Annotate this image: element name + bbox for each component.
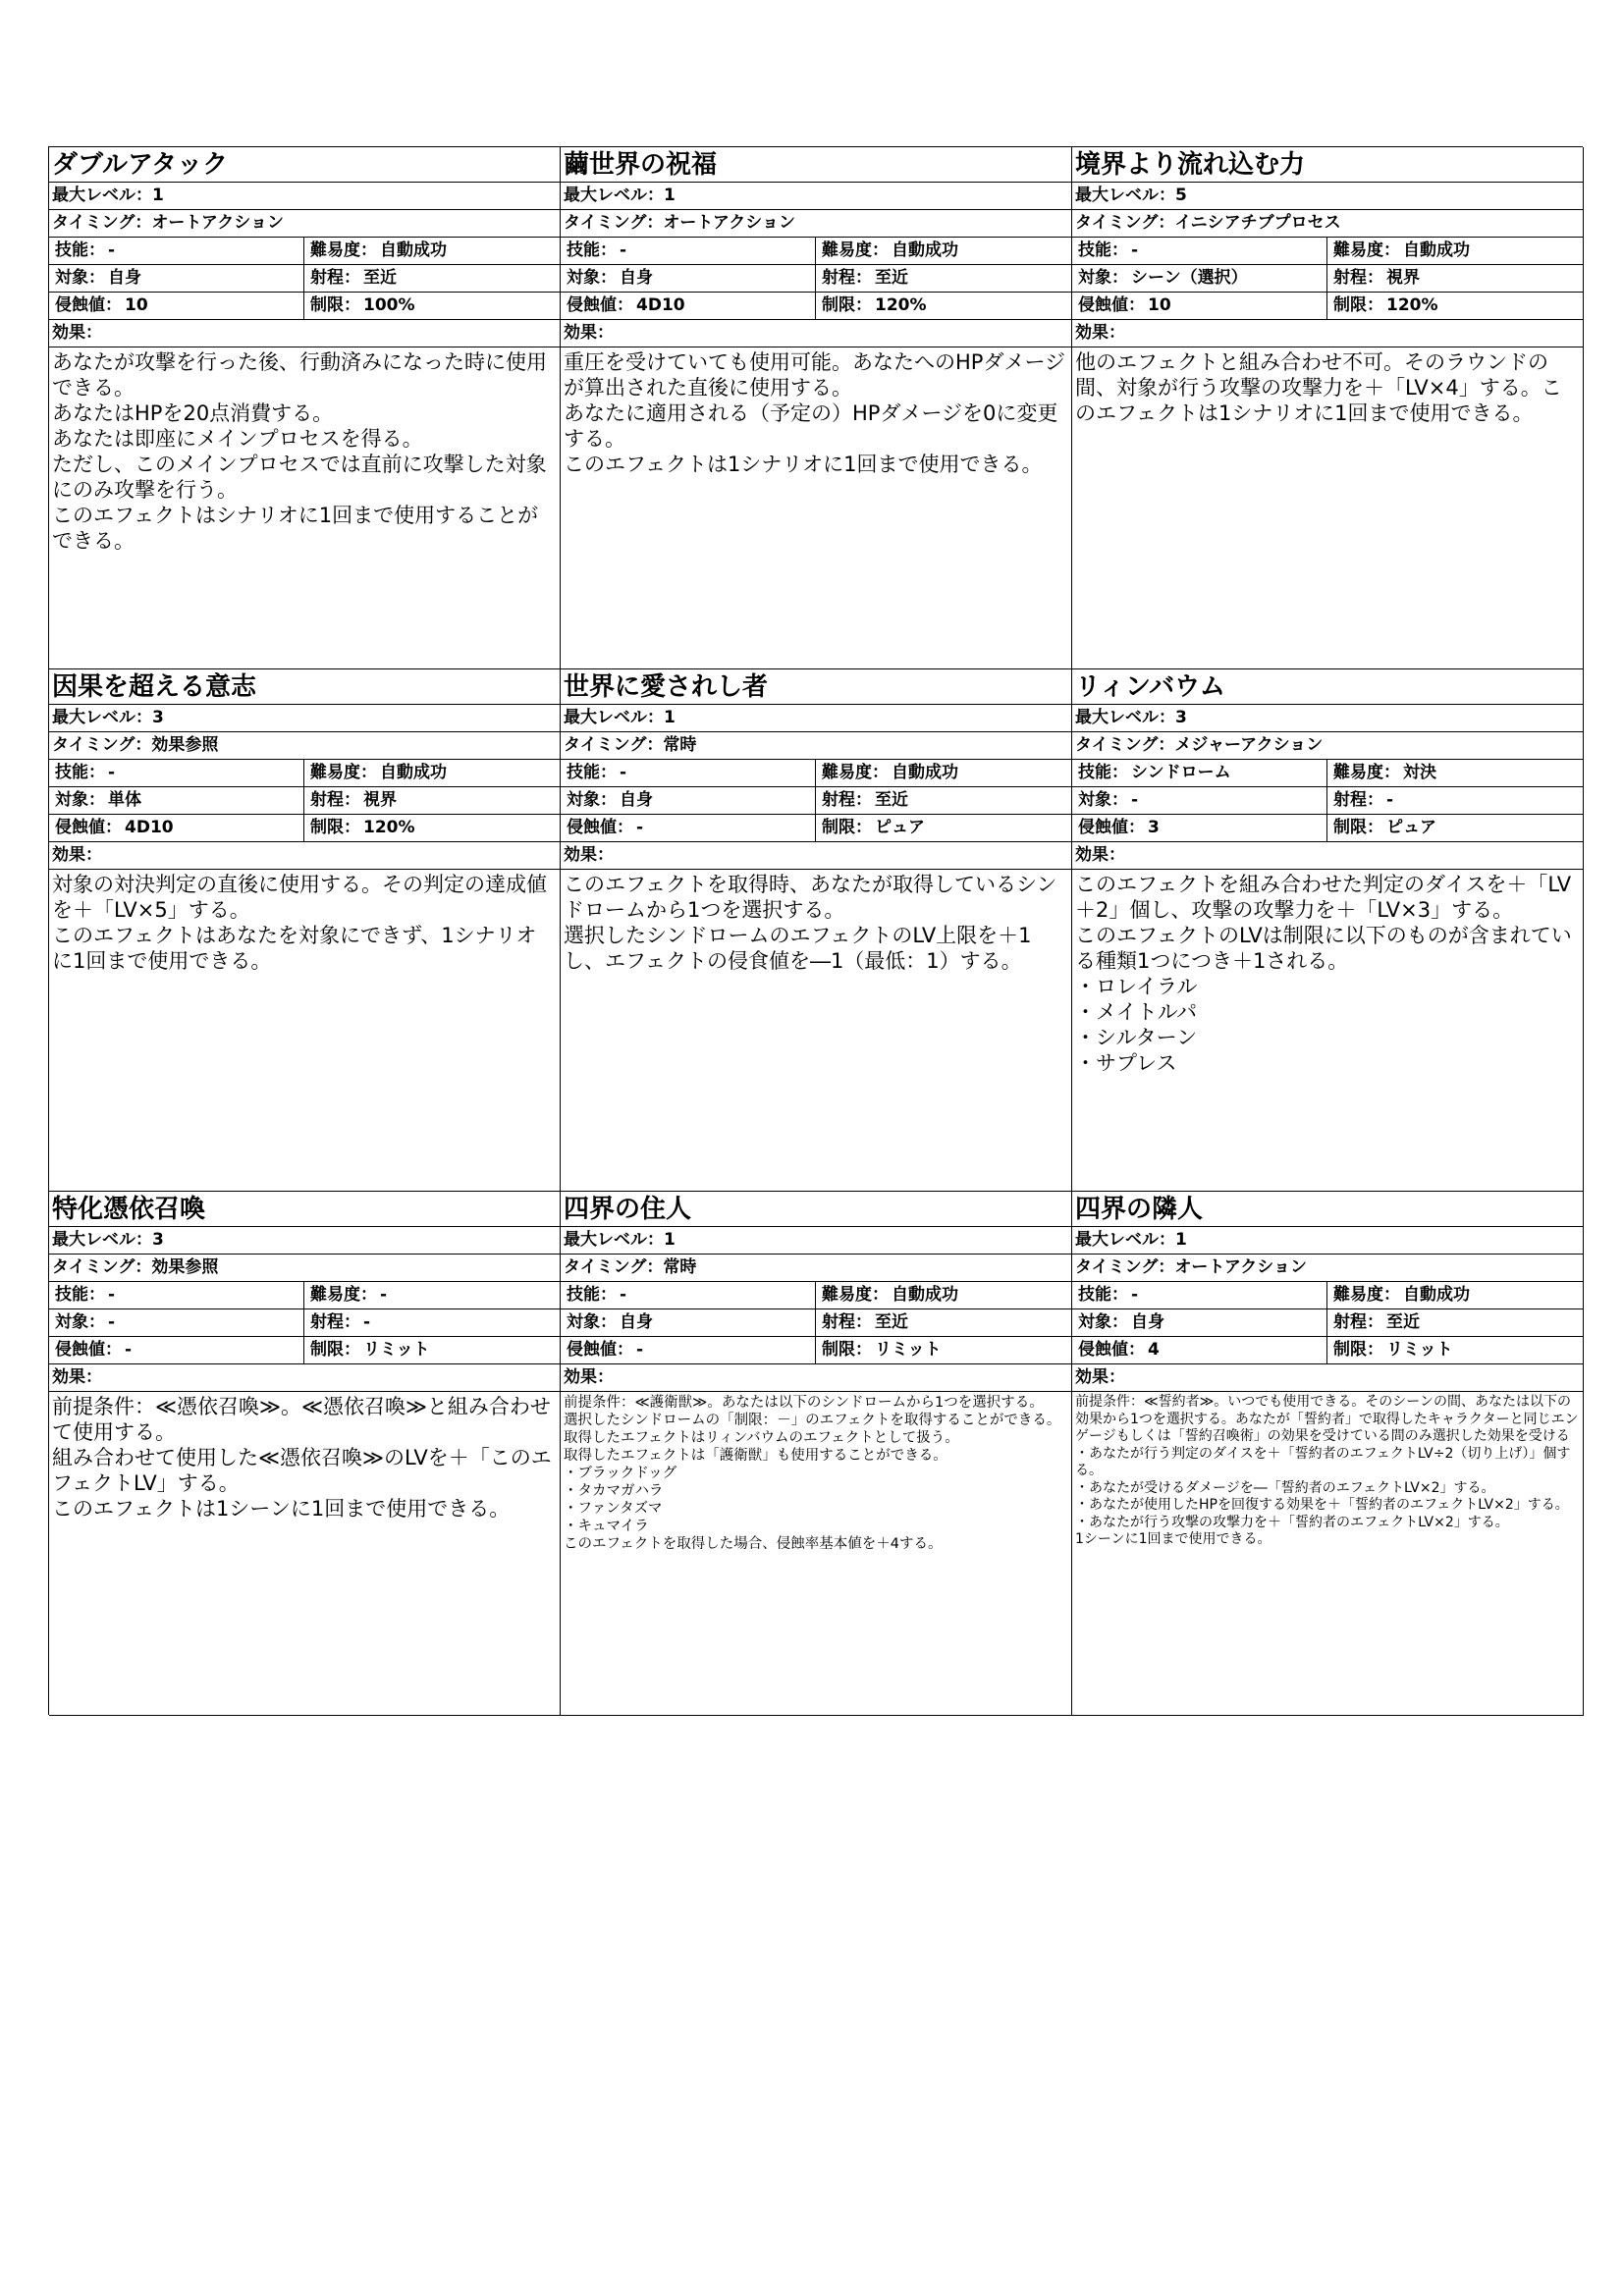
range-label: 射程： bbox=[1333, 268, 1383, 288]
range-value: 至近 bbox=[875, 790, 908, 810]
effect-name: 繭世界の祝福 bbox=[561, 147, 1071, 183]
skill-difficulty-row bbox=[561, 238, 1071, 265]
difficulty-label: 難易度： bbox=[310, 1285, 377, 1305]
effect-card bbox=[49, 669, 561, 1192]
range-label: 射程： bbox=[1333, 1312, 1383, 1332]
range-cell bbox=[1327, 1309, 1583, 1336]
effect-card bbox=[561, 1192, 1072, 1716]
range-value: 至近 bbox=[875, 268, 908, 288]
skill-cell bbox=[561, 238, 816, 264]
erosion-value: 4 bbox=[1148, 1340, 1160, 1360]
difficulty-cell bbox=[1327, 1282, 1583, 1308]
timing-value: オートアクション bbox=[1174, 1257, 1307, 1277]
limit-cell bbox=[304, 815, 560, 841]
timing-row bbox=[49, 1255, 560, 1282]
skill-cell bbox=[1072, 238, 1327, 264]
range-value: 至近 bbox=[1386, 1312, 1420, 1332]
timing-row bbox=[1072, 732, 1583, 760]
target-value: - bbox=[108, 1312, 116, 1332]
timing-label: タイミング： bbox=[564, 213, 664, 233]
limit-value: ピュア bbox=[1386, 818, 1436, 837]
target-value: 自身 bbox=[108, 268, 141, 288]
effect-label: 効果： bbox=[49, 1364, 560, 1392]
erosion-limit-row bbox=[561, 815, 1071, 842]
erosion-limit-row bbox=[1072, 293, 1583, 320]
max-level-label: 最大レベル： bbox=[564, 186, 664, 205]
erosion-label: 侵蝕値： bbox=[1078, 818, 1145, 837]
effect-name: ダブルアタック bbox=[49, 147, 560, 183]
erosion-limit-row bbox=[49, 815, 560, 842]
timing-value: 常時 bbox=[663, 735, 697, 755]
skill-label: 技能： bbox=[55, 763, 105, 782]
erosion-value: 3 bbox=[1148, 818, 1160, 837]
erosion-value: 4D10 bbox=[636, 295, 685, 315]
timing-row bbox=[1072, 1255, 1583, 1282]
target-cell bbox=[49, 1309, 304, 1336]
target-label: 対象： bbox=[1078, 268, 1128, 288]
skill-difficulty-row bbox=[49, 1282, 560, 1309]
target-label: 対象： bbox=[1078, 1312, 1128, 1332]
erosion-value: 4D10 bbox=[125, 818, 174, 837]
difficulty-cell bbox=[304, 1282, 560, 1308]
difficulty-cell bbox=[816, 238, 1071, 264]
max-level-row bbox=[1072, 705, 1583, 732]
effect-card-grid bbox=[48, 146, 1583, 1715]
target-cell bbox=[1072, 265, 1327, 292]
range-cell bbox=[816, 1309, 1071, 1336]
skill-cell bbox=[49, 760, 304, 786]
erosion-limit-row bbox=[1072, 1337, 1583, 1364]
erosion-label: 侵蝕値： bbox=[567, 1340, 633, 1360]
effect-description: 前提条件：≪誓約者≫。いつでも使用できる。そのシーンの間、あなたは以下の効果から1つを選択する。あなたが「誓約者」で取得したキャラクターと同じエンゲージもしくは「誓約召喚術」の効果を受けている間のみ選択した効果を受ける ・あなたが行う判定のダイスを＋「誓約者のエフェクトLV÷2（切り上げ）」個する。 ・あなたが受けるダメージを―「誓約者のエフェクトLV×2」する。 ・あなたが使用したHPを回復する効果を＋「誓約者のエフェクトLV×2」する。 ・あなたが行う攻撃の攻撃力を＋「誓約者のエフェクトLV×2」する。 1シーンに1回まで使用できる。 bbox=[1075, 1394, 1579, 1547]
limit-label: 制限： bbox=[310, 1340, 360, 1360]
skill-value: シンドローム bbox=[1131, 763, 1231, 782]
effect-card bbox=[561, 147, 1072, 669]
skill-difficulty-row bbox=[1072, 1282, 1583, 1309]
timing-label: タイミング： bbox=[52, 735, 152, 755]
limit-value: ピュア bbox=[875, 818, 925, 837]
skill-value: - bbox=[1131, 240, 1139, 260]
target-label: 対象： bbox=[567, 1312, 617, 1332]
effect-card bbox=[1072, 1192, 1584, 1716]
target-range-row bbox=[561, 1309, 1071, 1337]
erosion-cell bbox=[561, 293, 816, 319]
effect-description: 対象の対決判定の直後に使用する。その判定の達成値を＋「LV×5」する。 このエフェクトはあなたを対象にできず、1シナリオに1回まで使用できる。 bbox=[52, 873, 547, 973]
timing-row bbox=[561, 1255, 1071, 1282]
limit-value: リミット bbox=[1386, 1340, 1453, 1360]
skill-difficulty-row bbox=[561, 760, 1071, 787]
target-cell bbox=[49, 265, 304, 292]
max-level-value: 5 bbox=[1175, 186, 1187, 205]
skill-value: - bbox=[620, 763, 627, 782]
max-level-label: 最大レベル： bbox=[1075, 708, 1175, 727]
timing-row bbox=[49, 210, 560, 238]
range-label: 射程： bbox=[822, 1312, 872, 1332]
erosion-cell bbox=[1072, 815, 1327, 841]
erosion-limit-row bbox=[49, 293, 560, 320]
skill-cell bbox=[1072, 1282, 1327, 1308]
effect-card bbox=[1072, 669, 1584, 1192]
timing-row bbox=[1072, 210, 1583, 238]
difficulty-value: 対決 bbox=[1403, 763, 1436, 782]
target-value: - bbox=[1131, 790, 1139, 810]
range-label: 射程： bbox=[822, 268, 872, 288]
difficulty-label: 難易度： bbox=[822, 1285, 889, 1305]
erosion-cell bbox=[49, 1337, 304, 1363]
limit-value: 120% bbox=[875, 295, 927, 315]
erosion-value: 10 bbox=[125, 295, 148, 315]
effect-card bbox=[561, 669, 1072, 1192]
skill-cell bbox=[561, 760, 816, 786]
difficulty-value: 自動成功 bbox=[380, 240, 447, 260]
difficulty-value: 自動成功 bbox=[1403, 240, 1470, 260]
skill-label: 技能： bbox=[567, 763, 617, 782]
effect-description: このエフェクトを組み合わせた判定のダイスを＋「LV＋2」個し、攻撃の攻撃力を＋「LV×3」する。 このエフェクトのLVは制限に以下のものが含まれている種類1つにつき＋1される。 ・ロレイラル ・メイトルパ ・シルターン ・サプレス bbox=[1075, 873, 1572, 1075]
limit-label: 制限： bbox=[822, 818, 872, 837]
limit-label: 制限： bbox=[822, 1340, 872, 1360]
erosion-cell bbox=[561, 815, 816, 841]
effect-label: 効果： bbox=[1072, 320, 1583, 347]
timing-label: タイミング： bbox=[1075, 213, 1175, 233]
effect-description: 前提条件：≪護衛獣≫。あなたは以下のシンドロームから1つを選択する。 選択したシンドロームの「制限：－」のエフェクトを取得することができる。 取得したエフェクトはリィンバウムのエフェクトとして扱う。 取得したエフェクトは「護衛獣」も使用することができる。 ・ブラックドッグ ・タカマガハラ ・ファンタズマ ・キュマイラ このエフェクトを取得した場合、侵蝕率基本値を＋4する。 bbox=[564, 1395, 1061, 1552]
difficulty-label: 難易度： bbox=[822, 240, 889, 260]
max-level-label: 最大レベル： bbox=[564, 708, 664, 727]
timing-label: タイミング： bbox=[564, 1257, 664, 1277]
skill-difficulty-row bbox=[561, 1282, 1071, 1309]
range-cell bbox=[816, 265, 1071, 292]
difficulty-cell bbox=[1327, 238, 1583, 264]
effect-label: 効果： bbox=[49, 320, 560, 347]
range-cell bbox=[1327, 265, 1583, 292]
skill-value: - bbox=[108, 763, 116, 782]
max-level-value: 1 bbox=[152, 186, 164, 205]
limit-value: 120% bbox=[1386, 295, 1438, 315]
erosion-limit-row bbox=[561, 1337, 1071, 1364]
limit-cell bbox=[1327, 1337, 1583, 1363]
erosion-limit-row bbox=[561, 293, 1071, 320]
max-level-label: 最大レベル： bbox=[52, 186, 152, 205]
limit-value: リミット bbox=[875, 1340, 942, 1360]
erosion-cell bbox=[49, 815, 304, 841]
effect-name: 境界より流れ込む力 bbox=[1072, 147, 1583, 183]
erosion-value: 10 bbox=[1148, 295, 1171, 315]
effect-name: リィンバウム bbox=[1072, 669, 1583, 705]
max-level-value: 1 bbox=[664, 186, 676, 205]
range-value: - bbox=[1386, 790, 1394, 810]
skill-label: 技能： bbox=[567, 1285, 617, 1305]
erosion-label: 侵蝕値： bbox=[1078, 295, 1145, 315]
target-range-row bbox=[49, 265, 560, 293]
target-range-row bbox=[49, 787, 560, 815]
target-label: 対象： bbox=[55, 790, 105, 810]
timing-value: イニシアチブプロセス bbox=[1174, 213, 1341, 233]
target-label: 対象： bbox=[567, 268, 617, 288]
max-level-value: 1 bbox=[664, 1230, 676, 1250]
range-value: 視界 bbox=[1386, 268, 1420, 288]
range-label: 射程： bbox=[1333, 790, 1383, 810]
limit-cell bbox=[816, 293, 1071, 319]
effect-label: 効果： bbox=[561, 842, 1071, 870]
effect-description: 他のエフェクトと組み合わせ不可。そのラウンドの間、対象が行う攻撃の攻撃力を＋「LV×4」する。このエフェクトは1シナリオに1回まで使用できる。 bbox=[1075, 350, 1562, 425]
limit-label: 制限： bbox=[1333, 818, 1383, 837]
range-cell bbox=[816, 787, 1071, 814]
target-value: 自身 bbox=[620, 268, 653, 288]
effect-label: 効果： bbox=[1072, 1364, 1583, 1392]
timing-row bbox=[49, 732, 560, 760]
max-level-value: 3 bbox=[152, 708, 164, 727]
target-label: 対象： bbox=[1078, 790, 1128, 810]
max-level-label: 最大レベル： bbox=[564, 1230, 664, 1250]
timing-label: タイミング： bbox=[1075, 735, 1175, 755]
skill-label: 技能： bbox=[1078, 763, 1128, 782]
difficulty-value: - bbox=[380, 1285, 388, 1305]
erosion-limit-row bbox=[1072, 815, 1583, 842]
limit-cell bbox=[816, 1337, 1071, 1363]
limit-label: 制限： bbox=[310, 295, 360, 315]
target-range-row bbox=[1072, 265, 1583, 293]
erosion-cell bbox=[49, 293, 304, 319]
range-label: 射程： bbox=[310, 1312, 360, 1332]
skill-label: 技能： bbox=[1078, 240, 1128, 260]
skill-value: - bbox=[1131, 1285, 1139, 1305]
difficulty-cell bbox=[816, 1282, 1071, 1308]
max-level-row bbox=[1072, 1227, 1583, 1255]
range-cell bbox=[1327, 787, 1583, 814]
timing-value: 効果参照 bbox=[151, 1257, 219, 1277]
timing-value: オートアクション bbox=[151, 213, 284, 233]
timing-value: 常時 bbox=[663, 1257, 697, 1277]
difficulty-cell bbox=[304, 760, 560, 786]
range-cell bbox=[304, 265, 560, 292]
skill-difficulty-row bbox=[1072, 760, 1583, 787]
skill-value: - bbox=[620, 240, 627, 260]
max-level-label: 最大レベル： bbox=[1075, 1230, 1175, 1250]
effect-card bbox=[49, 1192, 561, 1716]
effect-description: このエフェクトを取得時、あなたが取得しているシンドロームから1つを選択する。 選択したシンドロームのエフェクトのLV上限を＋1し、エフェクトの侵食値を―1（最低：1）する。 bbox=[564, 873, 1057, 973]
target-value: 自身 bbox=[1131, 1312, 1164, 1332]
target-range-row bbox=[561, 787, 1071, 815]
timing-value: メジャーアクション bbox=[1174, 735, 1324, 755]
erosion-value: - bbox=[636, 818, 644, 837]
limit-label: 制限： bbox=[1333, 295, 1383, 315]
erosion-label: 侵蝕値： bbox=[567, 818, 633, 837]
max-level-value: 3 bbox=[152, 1230, 164, 1250]
target-range-row bbox=[1072, 1309, 1583, 1337]
limit-cell bbox=[816, 815, 1071, 841]
effect-label: 効果： bbox=[49, 842, 560, 870]
target-cell bbox=[561, 787, 816, 814]
target-range-row bbox=[1072, 787, 1583, 815]
erosion-value: - bbox=[125, 1340, 133, 1360]
erosion-cell bbox=[1072, 293, 1327, 319]
range-value: 至近 bbox=[875, 1312, 908, 1332]
effect-description: 重圧を受けていても使用可能。あなたへのHPダメージが算出された直後に使用する。 あなたに適用される（予定の）HPダメージを0に変更する。 このエフェクトは1シナリオに1回まで使用できる。 bbox=[564, 350, 1066, 476]
erosion-label: 侵蝕値： bbox=[55, 818, 122, 837]
skill-label: 技能： bbox=[55, 240, 105, 260]
difficulty-cell bbox=[304, 238, 560, 264]
timing-label: タイミング： bbox=[1075, 1257, 1175, 1277]
difficulty-value: 自動成功 bbox=[892, 1285, 958, 1305]
difficulty-label: 難易度： bbox=[1333, 1285, 1400, 1305]
skill-difficulty-row bbox=[49, 760, 560, 787]
range-label: 射程： bbox=[310, 790, 360, 810]
target-value: 自身 bbox=[620, 1312, 653, 1332]
max-level-value: 3 bbox=[1175, 708, 1187, 727]
effect-label: 効果： bbox=[561, 320, 1071, 347]
limit-cell bbox=[304, 1337, 560, 1363]
effect-label: 効果： bbox=[1072, 842, 1583, 870]
effect-name: 特化憑依召喚 bbox=[49, 1192, 560, 1227]
skill-label: 技能： bbox=[567, 240, 617, 260]
target-value: 単体 bbox=[108, 790, 141, 810]
skill-value: - bbox=[620, 1285, 627, 1305]
difficulty-value: 自動成功 bbox=[1403, 1285, 1470, 1305]
range-label: 射程： bbox=[310, 268, 360, 288]
effect-label: 効果： bbox=[561, 1364, 1071, 1392]
target-label: 対象： bbox=[55, 1312, 105, 1332]
difficulty-label: 難易度： bbox=[310, 240, 377, 260]
target-label: 対象： bbox=[567, 790, 617, 810]
target-cell bbox=[1072, 1309, 1327, 1336]
limit-cell bbox=[1327, 815, 1583, 841]
max-level-label: 最大レベル： bbox=[52, 708, 152, 727]
timing-row bbox=[561, 210, 1071, 238]
max-level-row bbox=[49, 1227, 560, 1255]
target-cell bbox=[1072, 787, 1327, 814]
max-level-label: 最大レベル： bbox=[52, 1230, 152, 1250]
limit-cell bbox=[304, 293, 560, 319]
target-cell bbox=[49, 787, 304, 814]
target-label: 対象： bbox=[55, 268, 105, 288]
difficulty-value: 自動成功 bbox=[892, 240, 958, 260]
skill-cell bbox=[1072, 760, 1327, 786]
range-cell bbox=[304, 787, 560, 814]
erosion-limit-row bbox=[49, 1337, 560, 1364]
max-level-label: 最大レベル： bbox=[1075, 186, 1175, 205]
difficulty-cell bbox=[816, 760, 1071, 786]
limit-label: 制限： bbox=[822, 295, 872, 315]
limit-value: リミット bbox=[363, 1340, 430, 1360]
max-level-row bbox=[1072, 183, 1583, 210]
effect-description: 前提条件：≪憑依召喚≫。≪憑依召喚≫と組み合わせて使用する。 組み合わせて使用した≪憑依召喚≫のLVを＋「このエフェクトLV」する。 このエフェクトは1シーンに1回まで使用できる。 bbox=[52, 1395, 552, 1521]
difficulty-value: 自動成功 bbox=[380, 763, 447, 782]
difficulty-cell bbox=[1327, 760, 1583, 786]
effect-name: 世界に愛されし者 bbox=[561, 669, 1071, 705]
difficulty-value: 自動成功 bbox=[892, 763, 958, 782]
effect-card bbox=[49, 147, 561, 669]
limit-label: 制限： bbox=[1333, 1340, 1383, 1360]
limit-cell bbox=[1327, 293, 1583, 319]
target-value: 自身 bbox=[620, 790, 653, 810]
timing-label: タイミング： bbox=[52, 1257, 152, 1277]
max-level-row bbox=[561, 1227, 1071, 1255]
skill-difficulty-row bbox=[49, 238, 560, 265]
timing-row bbox=[561, 732, 1071, 760]
limit-label: 制限： bbox=[310, 818, 360, 837]
erosion-cell bbox=[1072, 1337, 1327, 1363]
skill-cell bbox=[49, 1282, 304, 1308]
difficulty-label: 難易度： bbox=[1333, 240, 1400, 260]
effect-card bbox=[1072, 147, 1584, 669]
skill-label: 技能： bbox=[55, 1285, 105, 1305]
target-range-row bbox=[49, 1309, 560, 1337]
target-range-row bbox=[561, 265, 1071, 293]
effect-description: あなたが攻撃を行った後、行動済みになった時に使用できる。 あなたはHPを20点消費する。 あなたは即座にメインプロセスを得る。 ただし、このメインプロセスでは直前に攻撃した対象にのみ攻撃を行う。 このエフェクトはシナリオに1回まで使用することができる。 bbox=[52, 350, 547, 553]
range-value: 至近 bbox=[363, 268, 397, 288]
range-cell bbox=[304, 1309, 560, 1336]
max-level-row bbox=[49, 705, 560, 732]
range-label: 射程： bbox=[822, 790, 872, 810]
skill-cell bbox=[49, 238, 304, 264]
limit-value: 120% bbox=[363, 818, 415, 837]
max-level-row bbox=[561, 183, 1071, 210]
max-level-value: 1 bbox=[664, 708, 676, 727]
erosion-label: 侵蝕値： bbox=[567, 295, 633, 315]
erosion-cell bbox=[561, 1337, 816, 1363]
skill-value: - bbox=[108, 1285, 116, 1305]
difficulty-label: 難易度： bbox=[310, 763, 377, 782]
skill-value: - bbox=[108, 240, 116, 260]
erosion-value: - bbox=[636, 1340, 644, 1360]
erosion-label: 侵蝕値： bbox=[55, 1340, 122, 1360]
target-value: シーン（選択） bbox=[1131, 268, 1248, 288]
difficulty-label: 難易度： bbox=[822, 763, 889, 782]
timing-value: 効果参照 bbox=[151, 735, 219, 755]
skill-difficulty-row bbox=[1072, 238, 1583, 265]
limit-value: 100% bbox=[363, 295, 415, 315]
skill-label: 技能： bbox=[1078, 1285, 1128, 1305]
range-value: - bbox=[363, 1312, 371, 1332]
max-level-row bbox=[561, 705, 1071, 732]
max-level-value: 1 bbox=[1175, 1230, 1187, 1250]
erosion-label: 侵蝕値： bbox=[1078, 1340, 1145, 1360]
erosion-label: 侵蝕値： bbox=[55, 295, 122, 315]
timing-label: タイミング： bbox=[564, 735, 664, 755]
target-cell bbox=[561, 265, 816, 292]
effect-name: 四界の住人 bbox=[561, 1192, 1071, 1227]
difficulty-label: 難易度： bbox=[1333, 763, 1400, 782]
target-cell bbox=[561, 1309, 816, 1336]
effect-name: 四界の隣人 bbox=[1072, 1192, 1583, 1227]
range-value: 視界 bbox=[363, 790, 397, 810]
max-level-row bbox=[49, 183, 560, 210]
timing-value: オートアクション bbox=[663, 213, 795, 233]
effect-name: 因果を超える意志 bbox=[49, 669, 560, 705]
timing-label: タイミング： bbox=[52, 213, 152, 233]
skill-cell bbox=[561, 1282, 816, 1308]
